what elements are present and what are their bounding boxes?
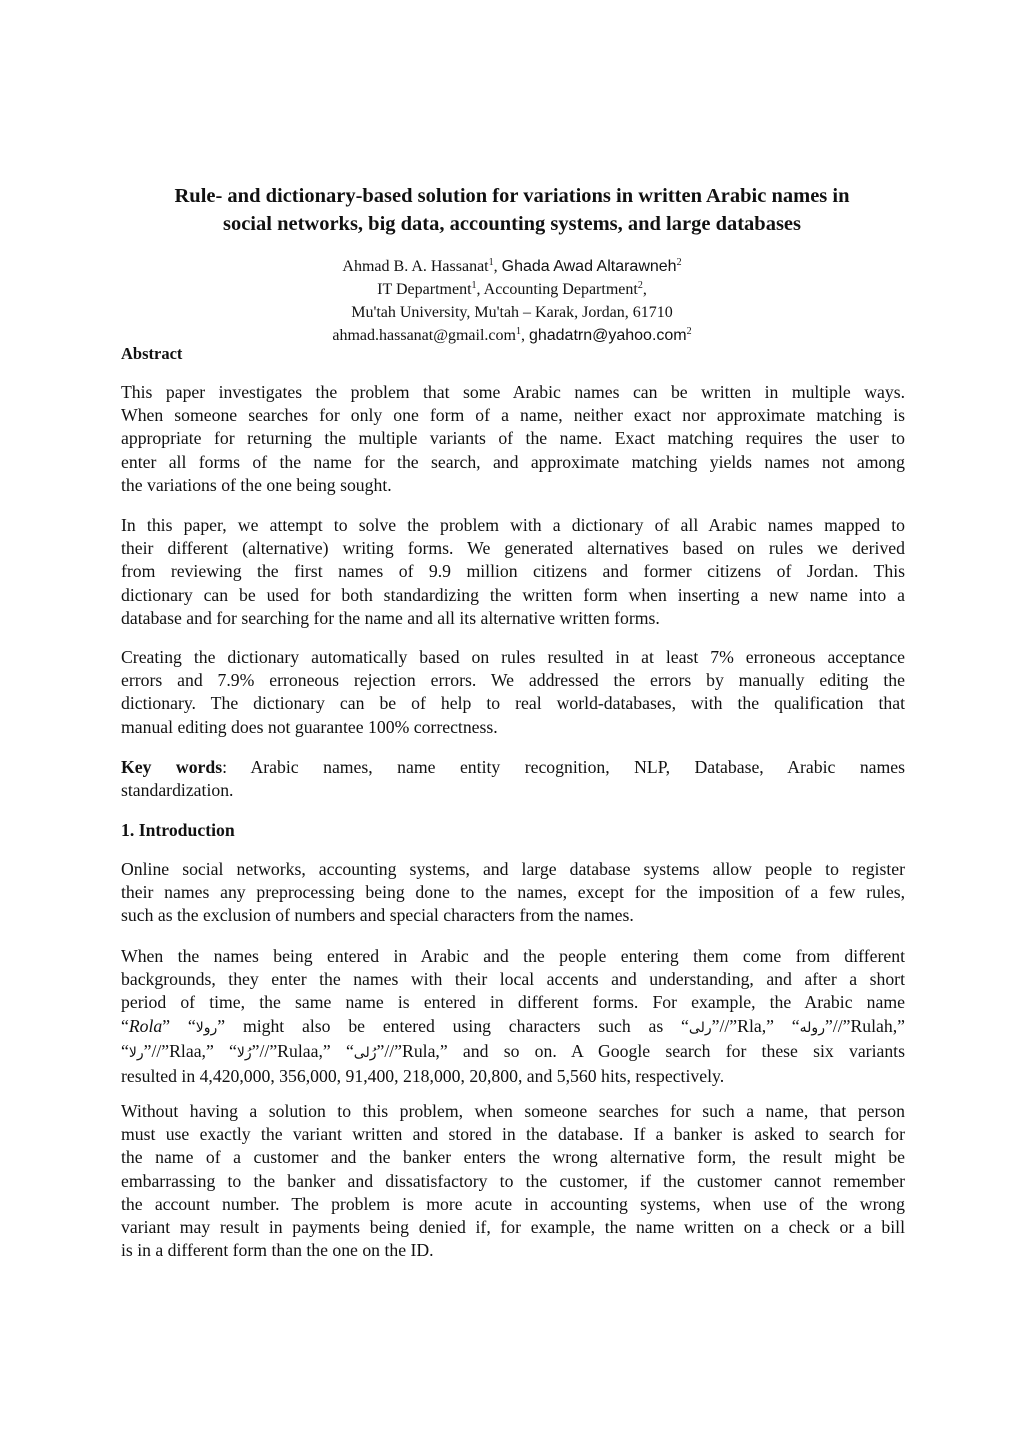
text-line: In this paper, we attempt to solve the problem with a dictionary of all Arabic names mapped to — [121, 515, 905, 535]
paper-title — [100, 182, 924, 238]
author-1: Ahmad B. A. Hassanat — [342, 258, 489, 275]
text-line: manual editing does not guarantee 100% correctness. — [121, 716, 498, 737]
arabic-name-variant: رلا — [128, 1044, 144, 1061]
author-block — [0, 255, 1024, 347]
author-1-affil: 1 — [488, 257, 494, 268]
text-line: Without having a solution to this problem, when someone searches for such a name, that person — [121, 1101, 905, 1121]
keywords — [121, 756, 905, 802]
text-line: is in a different form than the one on the ID. — [121, 1240, 434, 1261]
email-1: ahmad.hassanat@gmail.com — [332, 327, 516, 344]
text-line: When someone searches for only one form of a name, neither exact nor approximate matching is — [121, 405, 905, 426]
arabic-name-variant: رولا — [195, 1019, 218, 1036]
text-line: Creating the dictionary automatically based on rules resulted in at least 7% erroneous acceptance — [121, 647, 905, 667]
arabic-name-variant: روله — [799, 1019, 825, 1036]
text-line: from reviewing the first names of 9.9 million citizens and former citizens of Jordan. This — [121, 561, 905, 582]
intro-paragraph-2 — [121, 945, 905, 1088]
abstract-paragraph-3 — [121, 646, 905, 739]
author-2-affil: 2 — [676, 257, 682, 268]
text-line: resulted in 4,420,000, 356,000, 91,400, 218,000, 20,800, and 5,560 hits, respectively. — [121, 1066, 725, 1087]
intro-paragraph-3 — [121, 1100, 905, 1262]
text-line: embarrassing to the banker and dissatisfactory to the customer, if the customer cannot remember — [121, 1170, 905, 1191]
departments: IT Department$^1$, Accounting Department$^2$, — [377, 280, 647, 298]
text-line: their names any preprocessing being done to the names, except for the imposition of a few rules, — [121, 882, 905, 903]
abstract-paragraph-1 — [121, 381, 905, 497]
text-line: “رلا”//”Rlaa,” “رُلا”//”Rulaa,” “رُلى”//”Rula,” and so on. A Google search for these six variants — [121, 1040, 905, 1061]
text-line: the name of a customer and the banker enters the wrong alternative form, the result might be — [121, 1147, 905, 1168]
text-line: period of time, the same name is entered in different forms. For example, the Arabic name — [121, 992, 905, 1013]
arabic-name-variant: رلى — [688, 1019, 712, 1036]
text-line: “Rola” “رولا” might also be entered using characters such as “رلى”//”Rla,” “روله”//”Rulah,” — [121, 1015, 906, 1036]
text-line: appropriate for returning the multiple variants of the name. Exact matching requires the user to — [121, 428, 905, 449]
abstract-heading: Abstract — [121, 344, 183, 363]
title-line-2: social networks, big data, accounting systems, and large databases — [222, 213, 801, 235]
author-2: Ghada Awad Altarawneh — [501, 258, 677, 275]
title-line-1: Rule- and dictionary-based solution for variations in written Arabic names in — [174, 185, 850, 207]
department-2: Accounting Department — [483, 281, 638, 298]
text-line: the account number. The problem is more acute in accounting systems, when use of the wrong — [121, 1193, 905, 1214]
text-line: their different (alternative) writing forms. We generated alternatives based on rules we derived — [121, 538, 905, 559]
email-2: ghadatrn@yahoo.com — [528, 327, 687, 344]
abstract-paragraph-2 — [121, 514, 905, 630]
keywords-line-2: standardization. — [121, 780, 234, 801]
intro-paragraph-1 — [121, 858, 905, 928]
text-line: database and for searching for the name and all its alternative written forms. — [121, 607, 660, 628]
text-line: must use exactly the variant written and stored in the database. If a banker is asked to search for — [121, 1124, 905, 1145]
text-line: Online social networks, accounting systems, and large database systems allow people to register — [121, 859, 905, 879]
arabic-name-variant: رُلا — [236, 1044, 252, 1061]
department-1: IT Department — [377, 281, 472, 298]
text-line: dictionary. The dictionary can be of help to real world-databases, with the qualification that — [121, 693, 905, 714]
text-line: backgrounds, they enter the names with their local accents and understanding, and after a short — [121, 969, 905, 990]
text-line: variant may result in payments being denied if, for example, the name written on a check or a bill — [121, 1217, 905, 1238]
section-heading-introduction: 1. Introduction — [121, 820, 235, 840]
name-rola: Rola — [128, 1015, 163, 1036]
text-line: errors and 7.9% erroneous rejection errors. We addressed the errors by manually editing the — [121, 670, 905, 691]
text-line: enter all forms of the name for the search, and approximate matching yields names not among — [121, 451, 905, 472]
text-line: When the names being entered in Arabic and the people entering them come from different — [121, 946, 905, 966]
author-names: Ahmad B. A. Hassanat$^1$, Ghada Awad Altarawneh$^2$ — [342, 257, 682, 275]
affiliation: Mu'tah University, Mu'tah – Karak, Jordan, 61710 — [351, 304, 673, 321]
text-line: dictionary can be used for both standardizing the written form when inserting a new name into a — [121, 584, 905, 605]
text-line: the variations of the one being sought. — [121, 474, 392, 495]
keywords-label: Key words — [121, 757, 223, 777]
keywords-line-1: Key words: Arabic names, name entity recognition, NLP, Database, Arabic names — [121, 757, 905, 777]
arabic-name-variant: رُلى — [353, 1044, 377, 1061]
text-line: This paper investigates the problem that some Arabic names can be written in multiple ways. — [121, 382, 905, 402]
emails: ahmad.hassanat@gmail.com$^1$, ghadatrn@yahoo.com$^2$ — [332, 326, 692, 344]
text-line: such as the exclusion of numbers and special characters from the names. — [121, 905, 634, 926]
